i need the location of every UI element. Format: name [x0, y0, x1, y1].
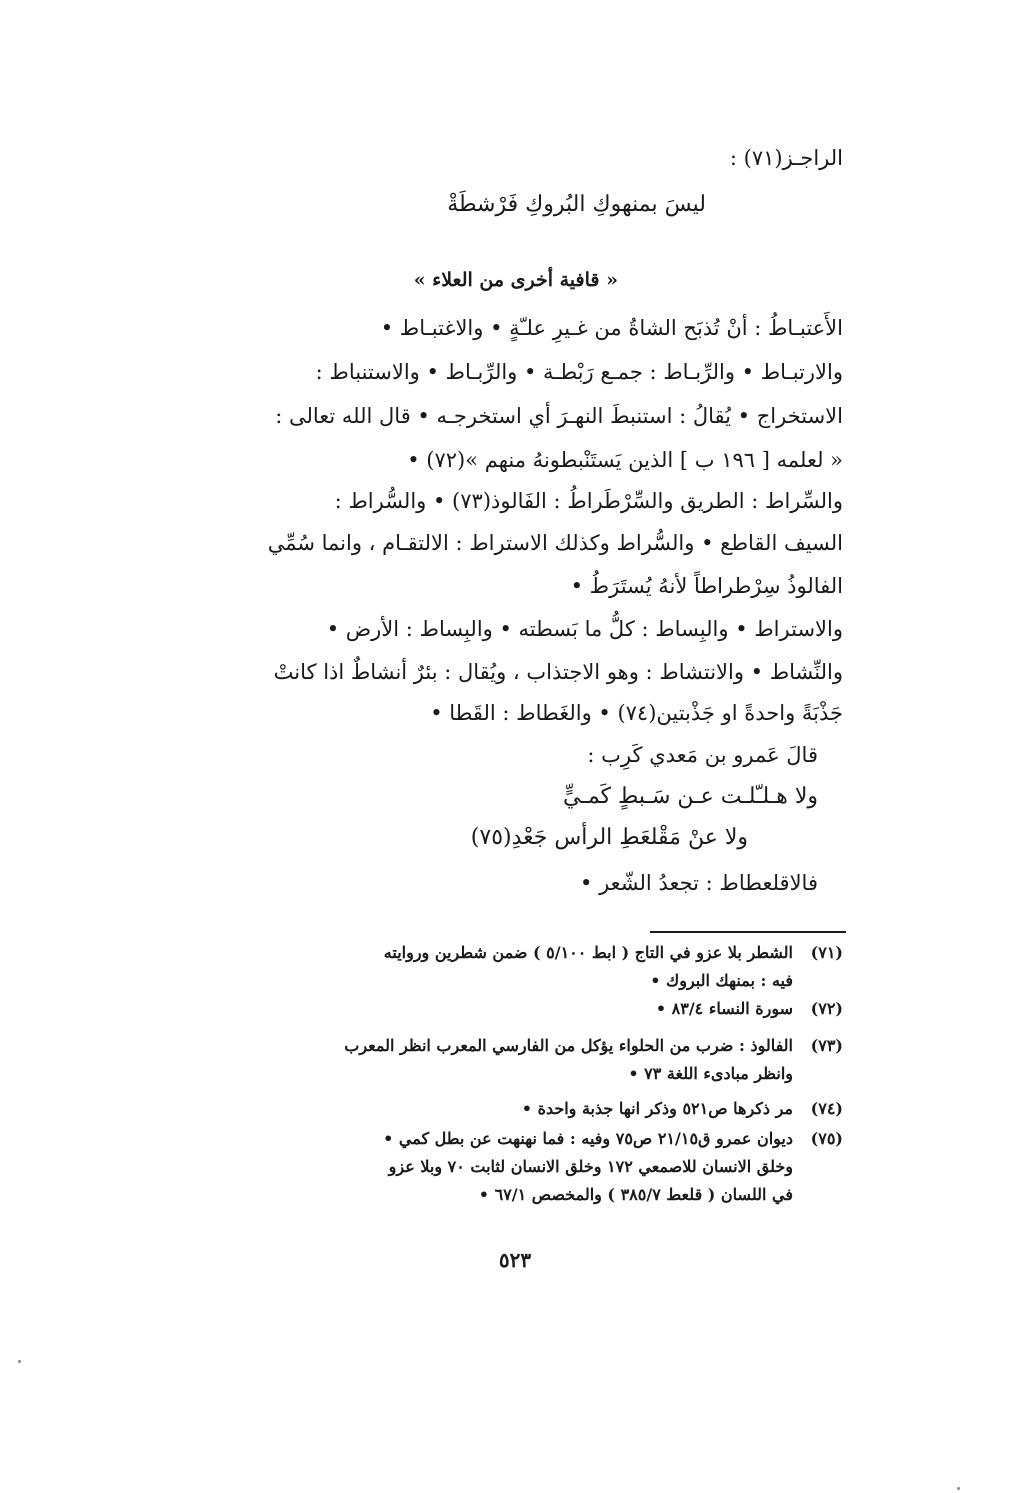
paragraph-line: والسِّراط : الطريق والسِّرْطَراطُ : الفَالوذ(٧٣) • والسُّراط :: [334, 489, 843, 513]
verse-line: ولا هـلـّلـت عـن سَـبطٍ كَمـيٍّ: [563, 784, 818, 809]
footnote-text: الشطر بلا عزو في التاج ( ابط ٥/١٠٠ ) ضمن شطرين وروايته: [383, 943, 793, 962]
footnote-text: في اللسان ( قلعط ٣٨٥/٧ ) والمخصص ٦٧/١ •: [478, 1185, 793, 1204]
footnote-number: (٧١): [810, 943, 843, 962]
quote-intro: قالَ عَمرو بن مَعدي كَرِب :: [587, 743, 818, 767]
footnote-text: سورة النساء ٨٣/٤ •: [655, 999, 793, 1018]
verse-line: ولا عنْ مَقْلعَطِ الرأس جَعْدِ(٧٥): [470, 825, 748, 850]
paragraph-line: والاستراط • والبِساط : كلُّ ما بَسطته • والبِساط : الأرض •: [326, 617, 843, 641]
section-heading: « قافية أخرى من العلاء »: [413, 269, 618, 291]
paragraph-line: الأَعتبـاطُ : أنْ تُذبَح الشاةُ من غـيرِ علـّةٍ • والاغتبـاط •: [380, 316, 843, 340]
footnote-number: (٧٥): [810, 1129, 843, 1148]
paragraph-line: الفالوذُ سِرْطراطاً لأنهُ يُستَرَطُ •: [570, 574, 843, 598]
footnote-number: (٧٢): [810, 999, 843, 1018]
intro-line: الراجـز(٧١) :: [729, 146, 843, 170]
scan-speck: [957, 1487, 960, 1490]
footnote-number: (٧٣): [810, 1036, 843, 1055]
scan-speck: [18, 1360, 21, 1363]
footnote-rule: [650, 931, 846, 933]
paragraph-line: والنِّشاط • والانتشاط : وهو الاجتذاب ، ويُقال : بئرٌ أنشاطٌ اذا كانتْ: [273, 660, 843, 684]
verse-line: ليسَ بمنهوكِ البُروكِ فَرْشطَةْ: [447, 192, 706, 217]
closing-line: فالاقلعطاط : تجعدُ الشّعر •: [580, 871, 818, 895]
paragraph-line: « لعلمه [ ١٩٦ ب ] الذين يَستَنْبطونهُ منهم »(٧٢) •: [407, 448, 843, 472]
footnote-text: وخلق الانسان للاصمعي ١٧٢ وخلق الانسان لثابت ٧٠ وبلا عزو: [388, 1157, 793, 1176]
page-number: ٥٢٣: [498, 1248, 532, 1272]
paragraph-line: جَذْبَةً واحدةً او جَذْبتين(٧٤) • والغَطاط : القَطا •: [430, 701, 843, 725]
footnote-text: ديوان عمرو ق٢١/١٥ ص٧٥ وفيه : فما نهنهت عن بطل كمي •: [383, 1129, 793, 1148]
footnote-text: مر ذكرها ص٥٢١ وذكر انها جذبة واحدة •: [521, 1099, 793, 1118]
footnote-text: وانظر مبادىء اللغة ٧٣ •: [628, 1064, 793, 1083]
footnote-text: فيه : بمنهك البروك •: [650, 971, 793, 990]
paragraph-line: الاستخراج • يُقالُ : استنبطَ النهـرَ أي استخرجـه • قال الله تعالى :: [275, 404, 843, 428]
paragraph-line: والارتبـاط • والرِّبـاط : جمـع رَبْطـة • والرِّبـاط • والاستنباط :: [315, 360, 843, 384]
paragraph-line: السيف القاطع • والسُّراط وكذلك الاستراط : الالتقـام ، وانما سُمِّي: [267, 531, 843, 555]
footnote-number: (٧٤): [810, 1099, 843, 1118]
footnote-text: الفالوذ : ضرب من الحلواء يؤكل من الفارسي المعرب انظر المعرب: [344, 1036, 793, 1055]
